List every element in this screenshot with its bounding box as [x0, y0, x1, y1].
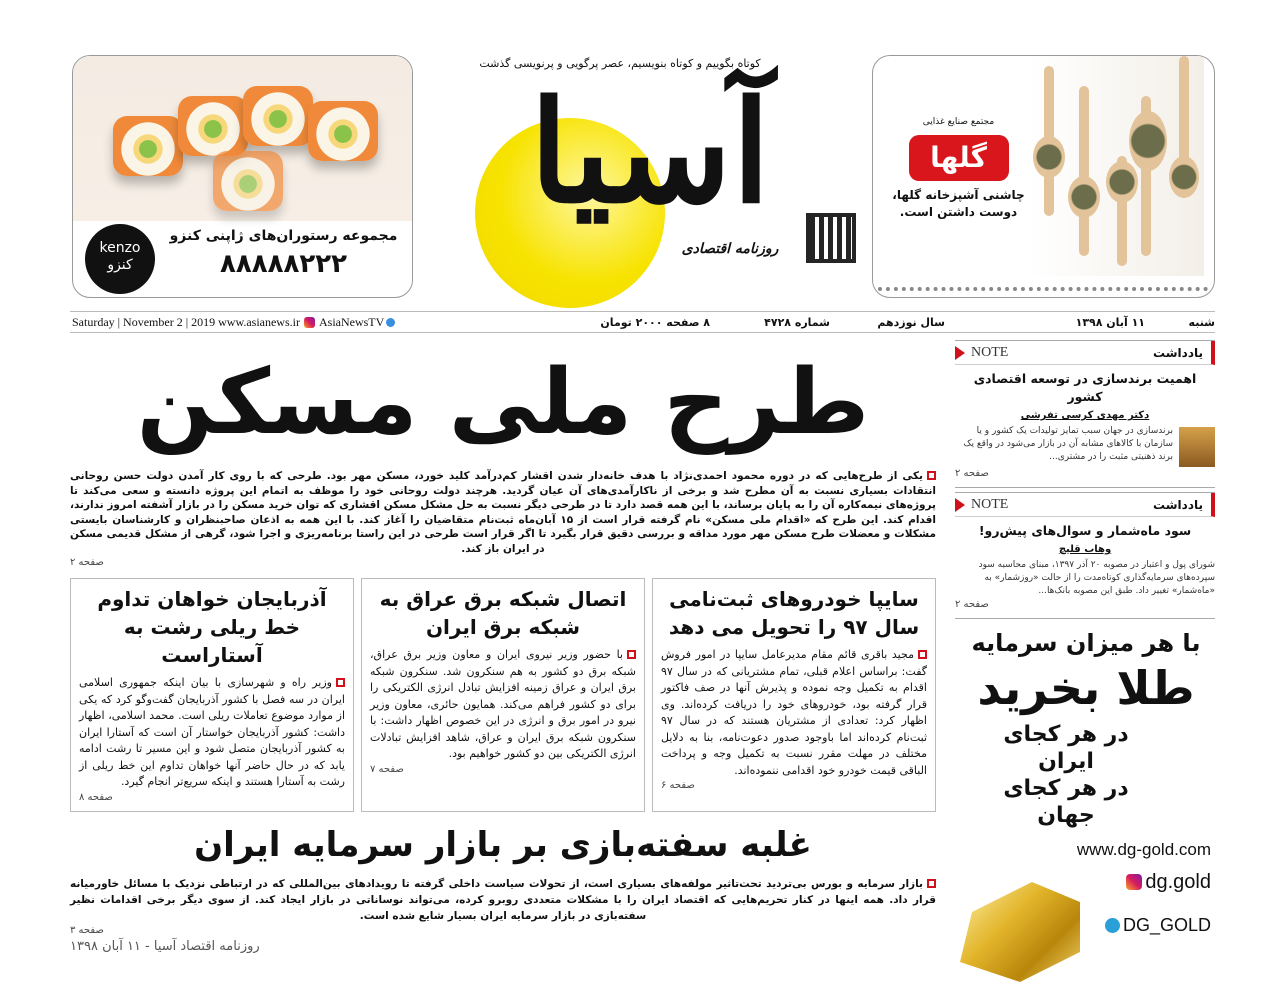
note-label: یادداشت	[1153, 497, 1203, 512]
instagram-icon	[304, 317, 315, 328]
gold-ad-line: جهان	[1037, 803, 1095, 828]
notes-sidebar	[955, 340, 1215, 986]
gold-website[interactable]: www.dg-gold.com	[1076, 840, 1211, 859]
kenzo-title: مجموعه رستوران‌های ژاپنی کنزو	[169, 228, 398, 244]
instagram-handle: dg.gold	[1145, 871, 1211, 893]
note-label: یادداشت	[1153, 345, 1203, 360]
golha-advertisement[interactable]	[872, 55, 1215, 298]
note-page-ref[interactable]: صفحه ۲	[955, 468, 989, 479]
price: ۸ صفحه ۲۰۰۰ تومان	[600, 315, 710, 329]
article-columns	[70, 578, 936, 812]
author-photo	[1179, 427, 1215, 467]
article-body: مجید باقری قائم مقام مدیرعامل سایپا در امور فروش گفت: براساس اعلام قبلی، تمام مشتریانی که در سال ۹۷ اقدام به تکمیل وجه نموده و پذیرش آنها در صف فاکتور قرار گرفته بود، خودروهای خود را دریافت کرده‌اند. وی اظهار کرد: تعدادی از مشتریان هستند که در سال ۹۷ ثبت‌نام کرده‌اند اما باوجود صدور دعوت‌نامه، بنا به دلایل مختلف در مهلت مقرر نسبت به تکمیل وجه و پرداخت الباقی قیمت خودرو خود اقدامی ننموده‌اند.	[661, 648, 927, 777]
social-handle[interactable]: AsiaNewsTV	[318, 314, 385, 329]
verified-icon	[386, 318, 395, 327]
golha-slogan	[881, 187, 1036, 221]
article-page-ref[interactable]: صفحه ۶	[661, 780, 695, 791]
article-body: با حضور وزیر نیروی ایران و معاون وزیر برق عراق، شبکه برق دو کشور به هم سنکرون شد. سنکرون شبکه برق ایران و عراق زمینه افزایش تبادل انرژی الکتریکی را برای دو کشور فراهم می‌کند. همایون حائری، معاون وزیر نیرو در امور برق و انرژی در این خصوص اظهار داشت: با سنکرون شبکه برق ایران و عراق، شاهد افزایش تبادلات انرژی الکتریکی بین دو کشور خواهیم بود.	[370, 648, 636, 760]
note-page-ref[interactable]: صفحه ۲	[955, 599, 989, 610]
gold-ad-line: در هر کجای	[1003, 722, 1129, 747]
main-lead-text: یکی از طرح‌هایی که در دوره محمود احمدی‌نژاد با هدف خانه‌دار شدن اقشار کم‌درآمد کلید خورد، مسکن مهر بود. طرحی که با روی کار آمدن دولت حسن روحانی انتقادات بسیاری نسبت به آن مطرح شد و برخی از ناکارآمدی‌های آن عیان گردید. هرچند دولت روحانی خود را موظف به اتمام این پروژه دانسته و سعی می‌کند تا پروژه‌های نیمه‌کاره آن را به پایان برساند، با این همه قصد دارد تا در طرحی دیگر نسبت به حل مشکل مسکن اقشاری که توان خرید مسکن را در بازار آشفته امروز ندارند، اقدام کند. این طرح که «اقدام ملی مسکن» نام گرفته قرار است از ۱۵ آبان‌ماه ثبت‌نام متقاضیان را آغاز کند. با این همه به اذعان صاحبنظران و کارشناسان بایستی مشکلات و معضلات طرح مسکن مهر مورد مداقه و بررسی دقیق قرار بگیرد تا اگر قرار است طرحی در این راستا برنامه‌ریزی و اجرا شود، گرهی از مشکل قدیمی مسکن در ایران باز کند.	[70, 470, 936, 555]
note-body: شورای پول و اعتبار در مصوبه ۲۰ آذر ۱۳۹۷، مبنای محاسبه سود سپرده‌های سرمایه‌گذاری کوتاه‌مدت را از حالت «روزشمار» به «ماه‌شمار» تغییر داد. طبق این مصوبه بانک‌ها...	[978, 560, 1215, 596]
triangle-icon	[955, 346, 965, 360]
article-body: وزیر راه و شهرسازی با بیان اینکه جمهوری اسلامی ایران در سه فصل با کشور آذربایجان گفت‌وگو کرد که یکی از موارد موضوع تعاملات ریلی است. محمد اسلامی، اظهار داشت: کشور آذربایجان خواستار آن است که آستارا ایران به کشور آذربایجان متصل شود و این مسیر تا رشت ادامه یابد که در حال حاضر آنها خواهان تداوم این خط ریلی از رشت به آستارا هستند و اینکه سریع‌تر انجام گیرد.	[79, 676, 345, 788]
bullet-icon	[918, 650, 927, 659]
main-content	[70, 340, 936, 956]
golha-slogan-line: چاشنی آشپزخانه گلها،	[892, 188, 1025, 202]
spice-spoons-image	[1029, 56, 1204, 276]
telegram-icon	[1105, 918, 1120, 933]
issue-number: شماره ۴۷۲۸	[764, 315, 830, 329]
main-headline[interactable]: طرح ملی مسکن	[136, 350, 870, 455]
article-azerbaijan-rail[interactable]	[70, 578, 354, 812]
article-page-ref[interactable]: صفحه ۷	[370, 763, 404, 775]
masthead-subtitle: روزنامه اقتصادی	[681, 241, 779, 257]
main-lead	[70, 469, 936, 556]
secondary-headline[interactable]: غلبه سفته‌بازی بر بازار سرمایه ایران	[194, 824, 812, 865]
english-date-and-website[interactable]: Saturday | November 2 | 2019 www.asianews.ir	[72, 314, 300, 329]
gold-ad-headline: طلا بخرید	[977, 661, 1195, 715]
dg-gold-advertisement[interactable]	[955, 627, 1217, 986]
telegram-handle: DG_GOLD	[1122, 915, 1211, 935]
triangle-icon	[955, 498, 965, 512]
gold-ad-line: در هر کجای	[1003, 776, 1129, 801]
gold-instagram[interactable]	[955, 867, 1217, 897]
date: ۱۱ آبان ۱۳۹۸	[1075, 315, 1145, 329]
masthead-logo: آسیا	[529, 71, 771, 235]
article-title[interactable]: سایپا خودروهای ثبت‌نامی سال ۹۷ را تحویل می دهد	[668, 587, 920, 639]
secondary-lead	[70, 876, 936, 924]
golha-text-block	[881, 116, 1036, 221]
golha-slogan-line: دوست داشتن است.	[899, 205, 1018, 219]
kenzo-logo: kenzo کنزو	[85, 224, 155, 294]
note-branding[interactable]	[955, 340, 1215, 488]
date-bar	[70, 311, 1215, 333]
article-iraq-grid[interactable]	[361, 578, 645, 812]
article-title[interactable]: اتصال شبکه برق عراق به شبکه برق ایران	[379, 587, 627, 639]
note-body: برندسازی در جهان سبب تمایز تولیدات یک کشور و یا سازمان با کالاهای مشابه آن در بازار می‌شود در واقع یک برند ذهنیتی مثبت را در مشتری...	[963, 426, 1173, 462]
kenzo-phone: ۸۸۸۸۸۲۲۲	[220, 249, 347, 279]
note-author: دکتر مهدی کرسی تفرشی	[1020, 410, 1150, 421]
qr-code-icon[interactable]	[806, 213, 856, 263]
note-title[interactable]: اهمیت برندسازی در توسعه اقتصادی کشور	[973, 371, 1197, 404]
watermark: روزنامه اقتصاد آسیا - ۱۱ آبان ۱۳۹۸	[70, 938, 260, 954]
gold-telegram[interactable]	[955, 911, 1217, 939]
article-page-ref[interactable]: صفحه ۸	[79, 791, 113, 803]
secondary-page-ref[interactable]: صفحه ۳	[70, 924, 104, 936]
secondary-lead-text: بازار سرمایه و بورس بی‌تردید تحت‌تاثیر مولفه‌های بسیاری است، از تحولات سیاست داخلی گرفته تا رویدادهای بین‌المللی که در ارتباطی نزدیک با مسائل خاورمیانه قرار داد. همه اینها در کنار تحریم‌هایی که اقتصاد ایران را با مشکلات متعددی روبرو کرده، می‌تواند نوساناتی در بازار ایجاد کند. از سوی دیگر برخی اقدامات نظیر سفته‌بازی در بازار سرمایه ایران بسیار شایع شده است.	[70, 877, 936, 922]
note-monthly-interest[interactable]	[955, 492, 1215, 619]
kenzo-text-block	[165, 226, 402, 282]
gold-ad-line: با هر میزان سرمایه	[971, 629, 1201, 657]
day: شنبه	[1188, 315, 1215, 329]
main-page-ref[interactable]: صفحه ۲	[70, 557, 104, 568]
bullet-icon	[627, 650, 636, 659]
note-english-label: NOTE	[971, 344, 1009, 360]
bullet-icon	[336, 678, 345, 687]
note-title[interactable]: سود ماه‌شمار و سوال‌های پیش‌رو!	[978, 523, 1192, 538]
note-author: وهاب قلیچ	[1058, 544, 1112, 555]
article-saipa[interactable]	[652, 578, 936, 812]
bullet-icon	[927, 471, 936, 480]
golha-company: مجتمع صنایع غذایی	[922, 117, 995, 127]
note-english-label: NOTE	[971, 496, 1009, 512]
instagram-icon	[1126, 874, 1142, 890]
kenzo-advertisement[interactable]	[72, 55, 413, 298]
sushi-image	[73, 56, 413, 221]
bullet-icon	[927, 879, 936, 888]
article-title[interactable]: آذربایجان خواهان تداوم خط ریلی رشت به آستاراست	[97, 587, 327, 667]
masthead-slogan: کوتاه بگوییم و کوتاه بنویسیم، عصر پرگویی و پرنویسی گذشت	[479, 57, 761, 70]
golha-logo: گلها	[909, 135, 1009, 181]
volume-year: سال نوزدهم	[877, 315, 945, 329]
gold-ad-line: ایران	[1038, 749, 1094, 774]
golha-contact-strip	[878, 287, 1208, 291]
